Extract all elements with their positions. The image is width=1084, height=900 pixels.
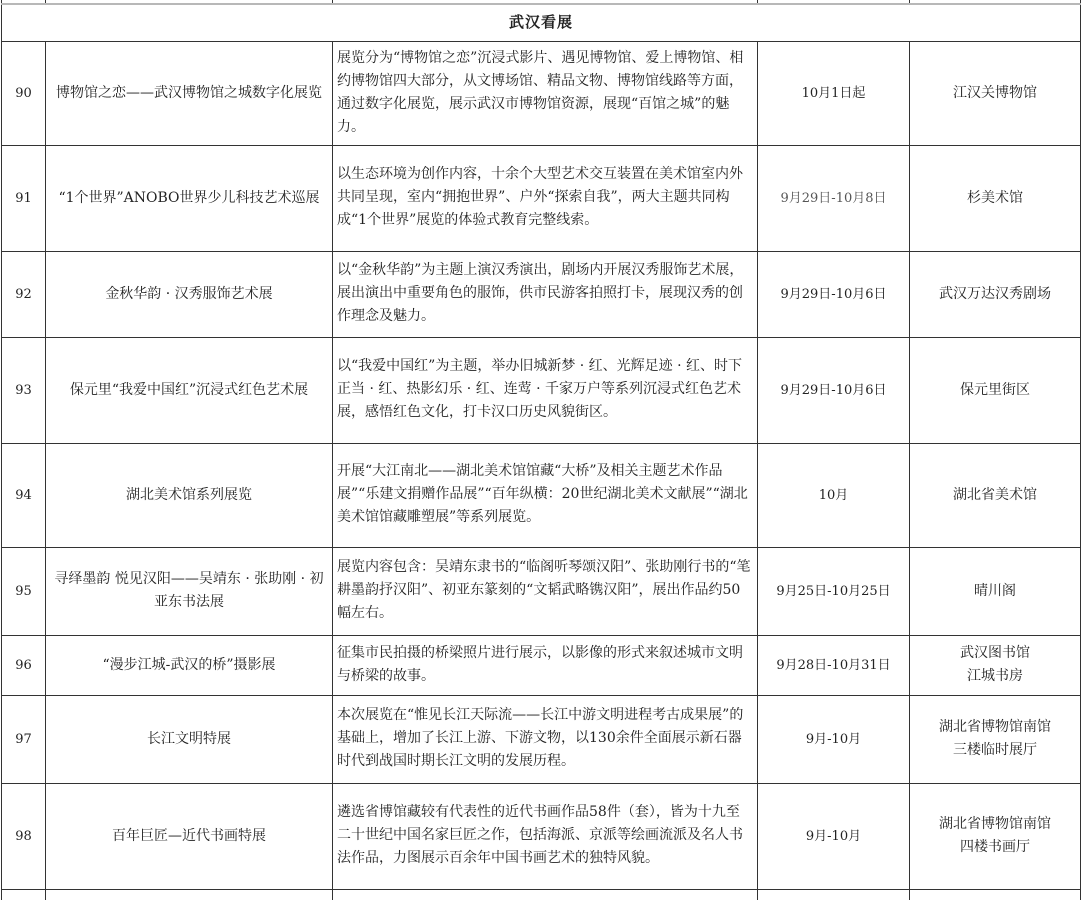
venue-line: 江汉关博物馆 — [953, 84, 1037, 101]
row-number: 97 — [2, 695, 46, 783]
exhibition-description: 本次展览在“惟见长江天际流——长江中游文明进程考古成果展”的基础上，增加了长江上游、下游文物，以130余件全面展示新石器时代到战国时期长江文明的发展历程。 — [333, 695, 758, 783]
venue-line: 湖北省博物馆南馆 — [939, 719, 1051, 735]
row-number: 92 — [2, 251, 46, 337]
exhibition-date: 9月29日-10月6日 — [758, 337, 910, 443]
cell — [333, 889, 758, 900]
exhibition-name: “漫步江城-武汉的桥”摄影展 — [46, 635, 333, 695]
exhibition-name: 金秋华韵 · 汉秀服饰艺术展 — [46, 251, 333, 337]
exhibition-date: 9月29日-10月8日 — [758, 145, 910, 251]
exhibition-date: 9月25日-10月25日 — [758, 547, 910, 635]
row-number: 90 — [2, 41, 46, 145]
exhibition-venue — [910, 547, 1081, 635]
exhibition-venue — [910, 635, 1081, 695]
exhibition-date: 9月29日-10月6日 — [758, 251, 910, 337]
venue-line: 湖北省博物馆南馆 — [939, 816, 1051, 832]
exhibition-name: 保元里“我爱中国红”沉浸式红色艺术展 — [46, 337, 333, 443]
exhibition-description: 征集市民拍摄的桥梁照片进行展示，以影像的形式来叙述城市文明与桥梁的故事。 — [333, 635, 758, 695]
row-number: 93 — [2, 337, 46, 443]
section-title: 武汉看展 — [2, 4, 1081, 41]
exhibition-name: 长江文明特展 — [46, 695, 333, 783]
exhibition-description: 以生态环境为创作内容，十余个大型艺术交互装置在美术馆室内外共同呈现，室内“拥抱世界”、户外“探索自我”，两大主题共同构成“1个世界”展览的体验式教育完整线索。 — [333, 145, 758, 251]
exhibition-table — [1, 0, 1081, 900]
exhibition-description: 以“我爱中国红”为主题，举办旧城新梦 · 红、光辉足迹 · 红、时下正当 · 红、热影幻乐 · 红、连莺 · 千家万户等系列沉浸式红色艺术展，感悟红色文化，打卡汉口历史风貌街区。 — [333, 337, 758, 443]
exhibition-venue — [910, 251, 1081, 337]
exhibition-date: 9月28日-10月31日 — [758, 635, 910, 695]
cell — [910, 889, 1081, 900]
exhibition-venue — [910, 337, 1081, 443]
venue-line: 保元里街区 — [960, 381, 1030, 398]
table-row — [2, 443, 1081, 547]
venue-line: 湖北省美术馆 — [953, 486, 1037, 503]
cell — [758, 889, 910, 900]
section-header-row — [2, 4, 1081, 41]
exhibition-description: 以“金秋华韵”为主题上演汉秀演出，剧场内开展汉秀服饰艺术展，展出演出中重要角色的服饰，供市民游客拍照打卡，展现汉秀的创作理念及魅力。 — [333, 251, 758, 337]
table-row — [2, 635, 1081, 695]
exhibition-date: 9月-10月 — [758, 783, 910, 889]
exhibition-date: 10月1日起 — [758, 41, 910, 145]
exhibition-description: 遴选省博馆藏较有代表性的近代书画作品58件（套），皆为十九至二十世纪中国名家巨匠之作，包括海派、京派等绘画流派及名人书法作品，力图展示百余年中国书画艺术的独特风貌。 — [333, 783, 758, 889]
exhibition-description: 展览分为“博物馆之恋”沉浸式影片、遇见博物馆、爱上博物馆、相约博物馆四大部分，从文博场馆、精品文物、博物馆线路等方面，通过数字化展览，展示武汉市博物馆资源，展现“百馆之城”的魅力。 — [333, 41, 758, 145]
row-number: 95 — [2, 547, 46, 635]
exhibition-name: 寻绎墨韵 悦见汉阳——吴靖东 · 张助刚 · 初亚东书法展 — [46, 547, 333, 635]
venue-line: 江城书房 — [967, 668, 1023, 684]
exhibition-venue — [910, 783, 1081, 889]
venue-line: 武汉图书馆 — [960, 645, 1030, 661]
exhibition-venue — [910, 443, 1081, 547]
exhibition-date: 9月-10月 — [758, 695, 910, 783]
row-number: 98 — [2, 783, 46, 889]
cell — [46, 889, 333, 900]
exhibition-description: 开展“大江南北——湖北美术馆馆藏“大桥”及相关主题艺术作品展”“乐建文捐赠作品展”“百年纵横：20世纪湖北美术文献展”“湖北美术馆馆藏雕塑展”等系列展览。 — [333, 443, 758, 547]
exhibition-date: 10月 — [758, 443, 910, 547]
exhibition-venue — [910, 41, 1081, 145]
table-row — [2, 337, 1081, 443]
cell — [2, 889, 46, 900]
table-row — [2, 783, 1081, 889]
table-row — [2, 41, 1081, 145]
venue-line: 三楼临时展厅 — [953, 742, 1037, 758]
exhibition-venue — [910, 145, 1081, 251]
exhibition-description: 展览内容包含：吴靖东隶书的“临阁听琴颂汉阳”、张助刚行书的“笔耕墨韵抒汉阳”、初亚东篆刻的“文韬武略镌汉阳”，展出作品约50幅左右。 — [333, 547, 758, 635]
exhibition-name: 湖北美术馆系列展览 — [46, 443, 333, 547]
table-row — [2, 145, 1081, 251]
exhibition-venue — [910, 695, 1081, 783]
venue-line: 四楼书画厅 — [960, 839, 1030, 855]
table-row — [2, 251, 1081, 337]
row-number: 91 — [2, 145, 46, 251]
venue-line: 武汉万达汉秀剧场 — [939, 285, 1051, 302]
exhibition-name: 百年巨匠—近代书画特展 — [46, 783, 333, 889]
venue-line: 杉美术馆 — [967, 189, 1023, 206]
bottom-strip-row — [2, 889, 1081, 900]
exhibition-name: “1个世界”ANOBO世界少儿科技艺术巡展 — [46, 145, 333, 251]
exhibition-name: 博物馆之恋——武汉博物馆之城数字化展览 — [46, 41, 333, 145]
venue-line: 晴川阁 — [974, 582, 1016, 599]
row-number: 94 — [2, 443, 46, 547]
table-row — [2, 547, 1081, 635]
row-number: 96 — [2, 635, 46, 695]
table-row — [2, 695, 1081, 783]
